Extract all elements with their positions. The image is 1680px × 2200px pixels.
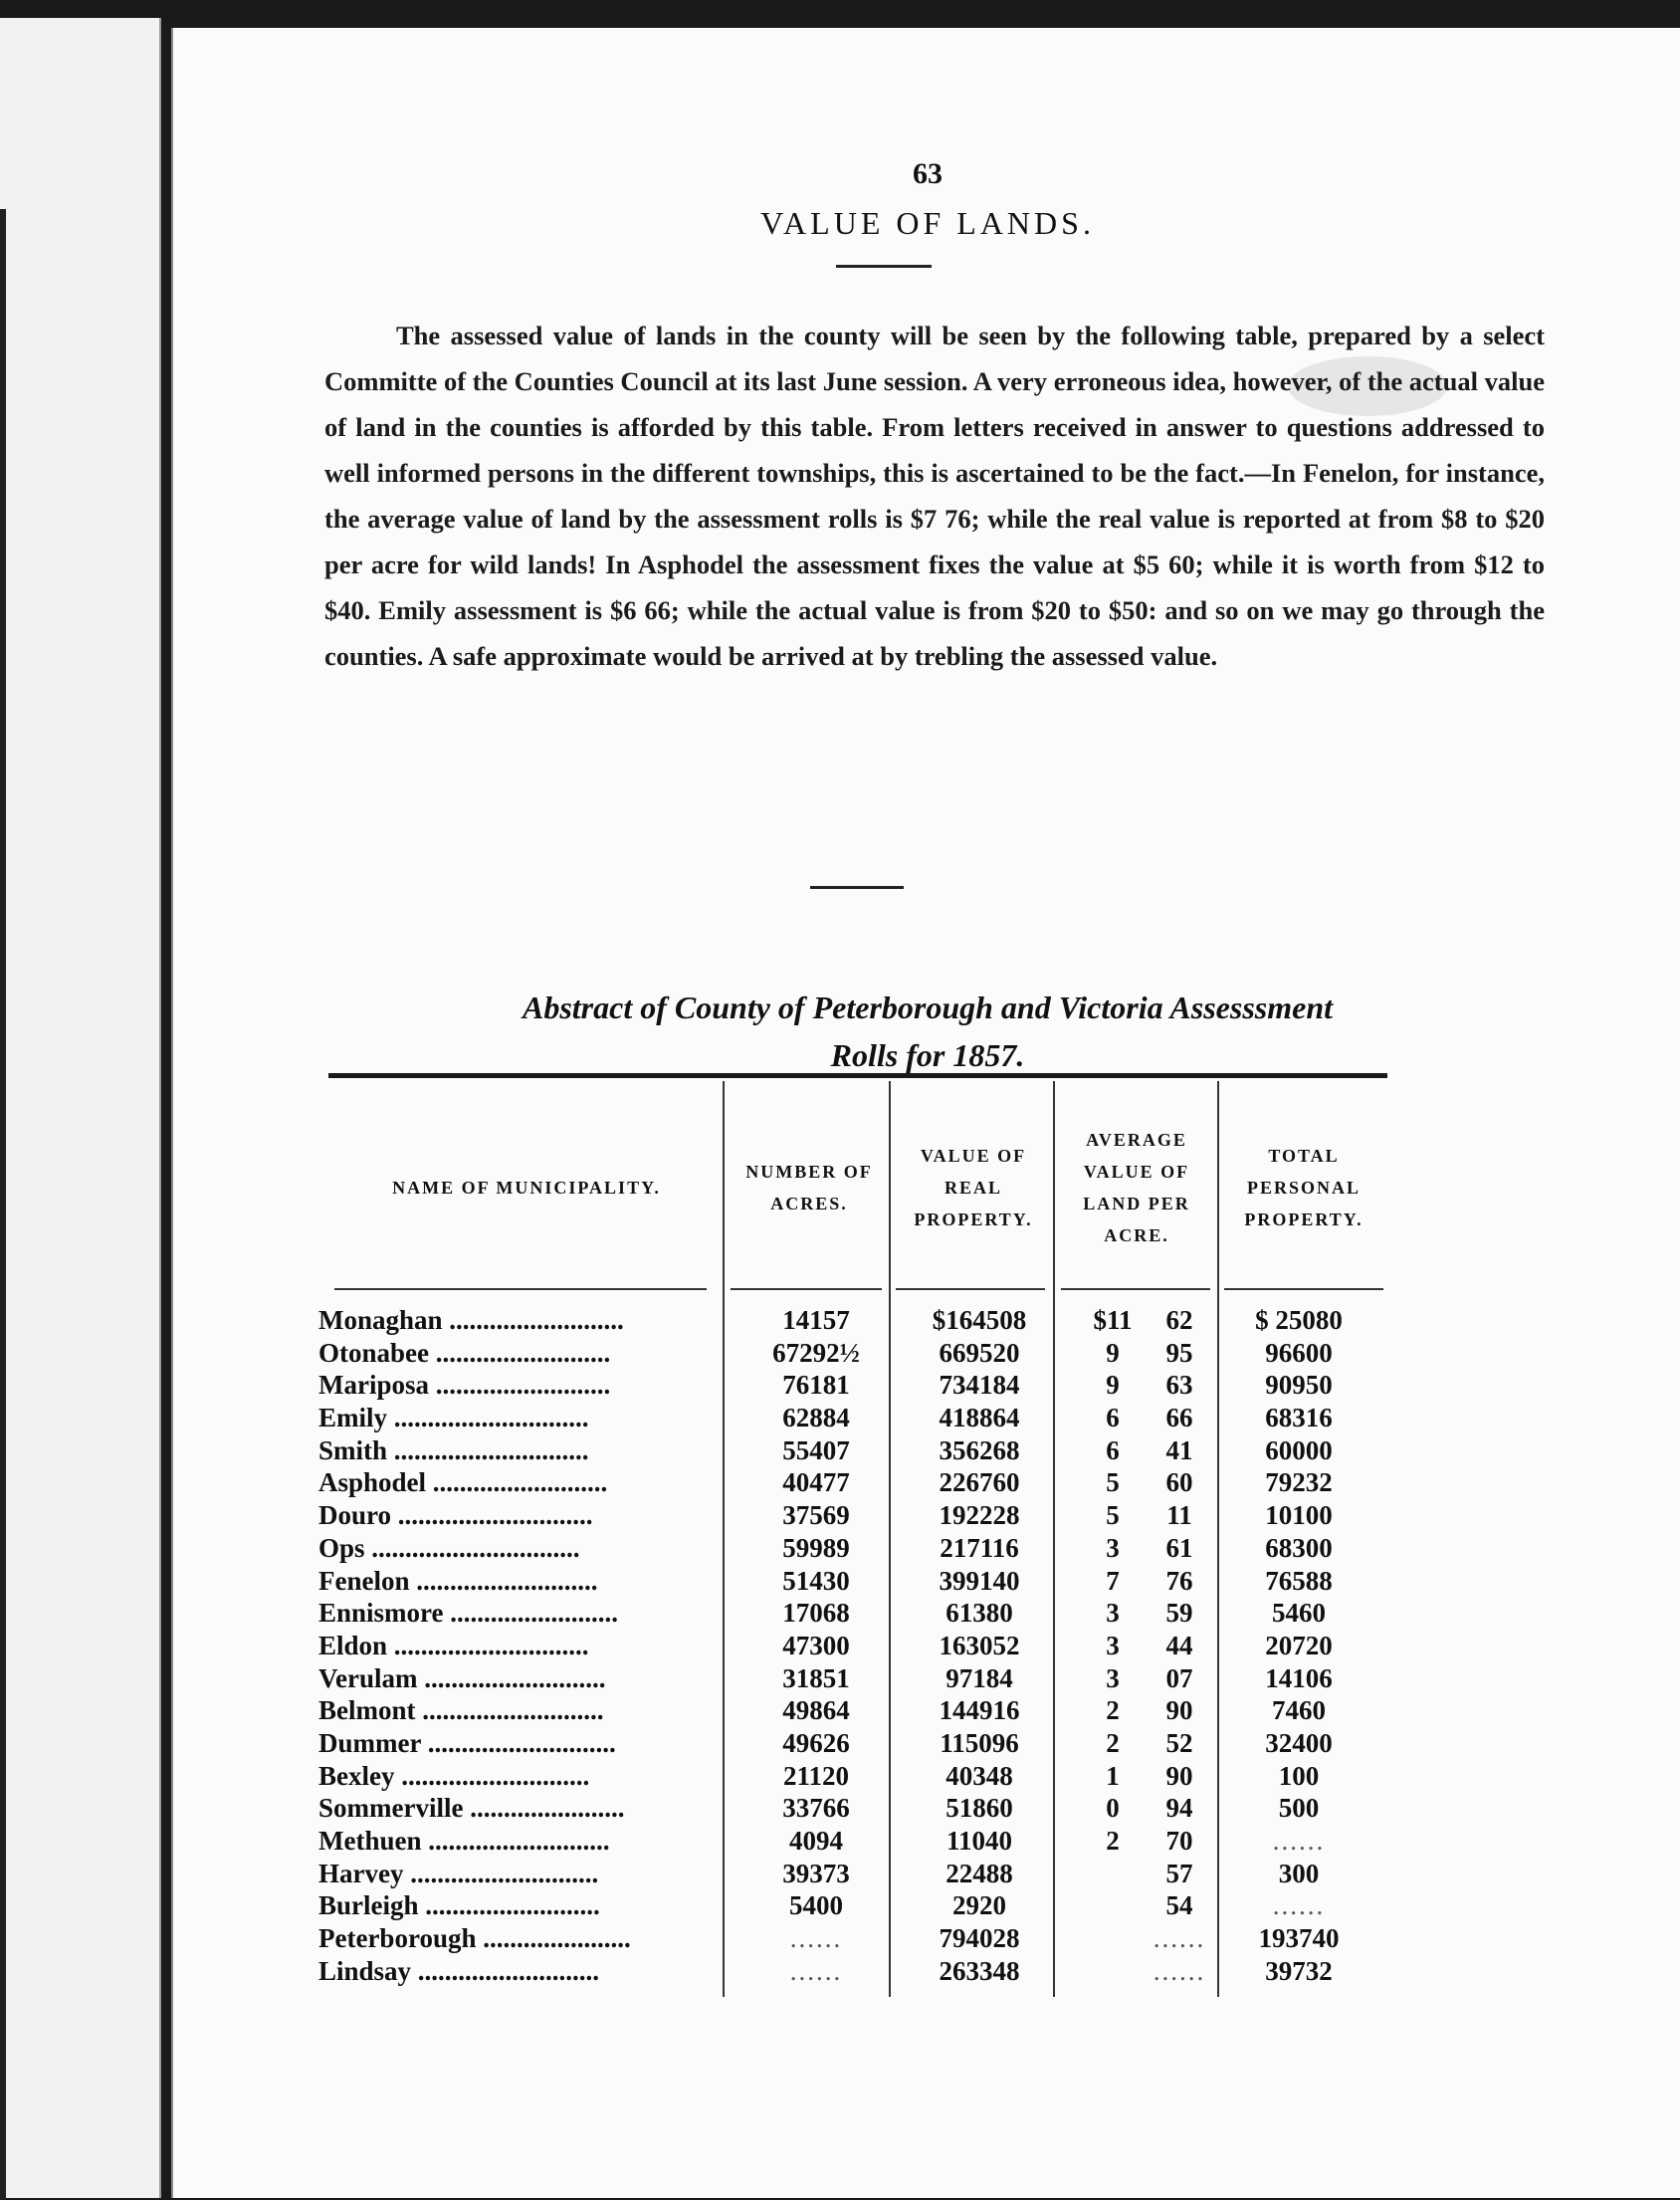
table-row: [318, 1630, 1393, 1662]
average-dollars: 9: [1106, 1337, 1120, 1368]
real-property-value: $164508: [932, 1305, 1027, 1335]
average-cents: 94: [1165, 1793, 1193, 1824]
acres-value: 31851: [782, 1662, 850, 1693]
acres-value: 67292½: [772, 1337, 860, 1368]
intro-paragraph: The assessed value of lands in the county will be seen by the following table, prepared by a select Committe of the Counties Council at its last June session. A very erroneous idea, however, of the actual value of land in the counties is afforded by this table. From letters received in answer to questions addressed to well informed persons in the different townships, this is ascertained to be the fact.—In Fenelon, for instance, the average value of land by the assessment rolls is $7 76; while the real value is reported at from $8 to $20 per acre for wild lands! In Asphodel the assessment fixes the value at $5 60; while it is worth from $12 to $40. Emily assessment is $6 66; while the actual value is from $20 to $50: and so on we may go through the counties. A safe approximate would be arrived at by trebling the assessed value.: [324, 321, 1545, 671]
acres-value: 62884: [782, 1403, 850, 1433]
average-cents: 95: [1165, 1337, 1193, 1368]
real-property-value: 163052: [939, 1630, 1020, 1660]
personal-property-value: 10100: [1265, 1500, 1333, 1531]
table-row: [318, 1466, 1393, 1499]
real-property-value: 669520: [939, 1337, 1020, 1368]
personal-property-value: 90950: [1265, 1370, 1333, 1401]
average-cents: 54: [1165, 1890, 1193, 1921]
column-header-personal: TOTAL PERSONAL PROPERTY.: [1244, 1146, 1364, 1229]
assessment-table-body: [318, 1304, 1393, 1987]
acres-value: ......: [789, 1923, 843, 1954]
section-divider: [810, 886, 904, 889]
average-dollars: 3: [1106, 1598, 1120, 1629]
real-property-value: 51860: [945, 1793, 1013, 1824]
personal-property-value: 96600: [1265, 1337, 1333, 1368]
average-dollars: 2: [1106, 1826, 1120, 1856]
acres-value: 33766: [782, 1793, 850, 1824]
municipality-name: Otonabee ..........................: [318, 1337, 611, 1368]
table-row: [318, 1694, 1393, 1727]
municipality-name: Asphodel ..........................: [318, 1467, 608, 1498]
header-underline: [1224, 1288, 1383, 1290]
average-dollars: 2: [1106, 1695, 1120, 1726]
municipality-name: Burleigh ..........................: [318, 1890, 600, 1921]
acres-value: 39373: [782, 1858, 850, 1888]
municipality-name: Belmont ...........................: [318, 1695, 604, 1726]
real-property-value: 356268: [939, 1434, 1020, 1465]
header-underline: [896, 1288, 1045, 1290]
average-dollars: 5: [1106, 1467, 1120, 1498]
acres-value: 49626: [782, 1727, 850, 1758]
average-cents: 07: [1165, 1662, 1193, 1693]
average-cents: 57: [1165, 1858, 1193, 1888]
average-dollars: 3: [1106, 1630, 1120, 1660]
average-dollars: 1: [1106, 1760, 1120, 1791]
acres-value: 21120: [782, 1760, 849, 1791]
average-cents: 61: [1165, 1532, 1193, 1563]
header-underline: [1061, 1288, 1210, 1290]
table-row: [318, 1662, 1393, 1695]
real-property-value: 399140: [939, 1565, 1020, 1596]
municipality-name: Sommerville .......................: [318, 1793, 625, 1824]
personal-property-value: 79232: [1265, 1467, 1333, 1498]
real-property-value: 115096: [940, 1727, 1019, 1758]
average-dollars: $11: [1093, 1305, 1133, 1335]
table-row: [318, 1532, 1393, 1565]
acres-value: 4094: [789, 1826, 843, 1856]
acres-value: ......: [789, 1955, 843, 1986]
average-cents: 70: [1165, 1826, 1193, 1856]
municipality-name: Harvey ............................: [318, 1858, 599, 1888]
average-cents: 76: [1165, 1565, 1193, 1596]
average-cents: 44: [1165, 1630, 1193, 1660]
table-row: [318, 1955, 1393, 1988]
average-cents: 90: [1165, 1760, 1193, 1791]
municipality-name: Peterborough ......................: [318, 1923, 631, 1954]
municipality-name: Ops ...............................: [318, 1532, 580, 1563]
acres-value: 40477: [782, 1467, 850, 1498]
personal-property-value: 5460: [1272, 1598, 1326, 1629]
table-row: [318, 1434, 1393, 1467]
acres-value: 59989: [782, 1532, 850, 1563]
column-header-average: AVERAGE VALUE OF LAND PER ACRE.: [1083, 1130, 1190, 1245]
average-dollars: 9: [1106, 1370, 1120, 1401]
personal-property-value: ......: [1272, 1890, 1326, 1921]
acres-value: 49864: [782, 1695, 850, 1726]
municipality-name: Methuen ...........................: [318, 1826, 610, 1856]
table-row: [318, 1760, 1393, 1793]
average-dollars: 5: [1106, 1500, 1120, 1531]
personal-property-value: 300: [1278, 1858, 1320, 1888]
facing-page-edge: [0, 18, 161, 2198]
personal-property-value: 68300: [1265, 1532, 1333, 1563]
municipality-name: Emily .............................: [318, 1403, 589, 1433]
average-dollars: 7: [1106, 1565, 1120, 1596]
average-cents: 41: [1165, 1434, 1193, 1465]
header-underline: [334, 1288, 707, 1290]
table-title-line-1: Abstract of County of Peterborough and Victoria Assesssment: [522, 990, 1334, 1025]
average-cents: 11: [1166, 1500, 1192, 1531]
table-title-line-2: Rolls for 1857.: [830, 1037, 1025, 1073]
real-property-value: 144916: [939, 1695, 1020, 1726]
real-property-value: 192228: [939, 1500, 1020, 1531]
personal-property-value: 68316: [1265, 1403, 1333, 1433]
municipality-name: Eldon .............................: [318, 1630, 589, 1660]
real-property-value: 97184: [945, 1662, 1013, 1693]
personal-property-value: 14106: [1265, 1662, 1333, 1693]
acres-value: 47300: [782, 1630, 850, 1660]
real-property-value: 418864: [939, 1403, 1020, 1433]
heading-divider: [836, 265, 932, 268]
personal-property-value: ......: [1272, 1826, 1326, 1856]
table-row: [318, 1597, 1393, 1630]
table-row: [318, 1337, 1393, 1370]
average-cents: 66: [1165, 1403, 1193, 1433]
real-property-value: 2920: [952, 1890, 1006, 1921]
table-row: [318, 1499, 1393, 1532]
personal-property-value: 39732: [1265, 1955, 1333, 1986]
table-row: [318, 1565, 1393, 1598]
personal-property-value: 100: [1278, 1760, 1320, 1791]
average-dollars: 6: [1106, 1434, 1120, 1465]
average-cents: 90: [1165, 1695, 1193, 1726]
average-cents: 62: [1165, 1305, 1193, 1335]
municipality-name: Ennismore .........................: [318, 1598, 619, 1629]
personal-property-value: 193740: [1258, 1923, 1340, 1954]
personal-property-value: 7460: [1272, 1695, 1326, 1726]
real-property-value: 61380: [945, 1598, 1013, 1629]
acres-value: 76181: [782, 1370, 850, 1401]
acres-value: 17068: [782, 1598, 850, 1629]
book-binding-edge: [0, 209, 6, 2200]
column-header-acres: NUMBER OF ACRES.: [745, 1162, 873, 1213]
real-property-value: 22488: [945, 1858, 1013, 1888]
header-underline: [731, 1288, 882, 1290]
personal-property-value: 32400: [1265, 1727, 1333, 1758]
acres-value: 5400: [789, 1890, 843, 1921]
personal-property-value: 76588: [1265, 1565, 1333, 1596]
table-row: [318, 1792, 1393, 1825]
average-dollars: 2: [1106, 1727, 1120, 1758]
average-cents: 63: [1165, 1370, 1193, 1401]
average-cents: ......: [1153, 1955, 1206, 1986]
real-property-value: 11040: [945, 1826, 1012, 1856]
average-cents: 52: [1165, 1727, 1193, 1758]
real-property-value: 226760: [939, 1467, 1020, 1498]
table-row: [318, 1889, 1393, 1922]
acres-value: 55407: [782, 1434, 850, 1465]
column-header-value: VALUE OF REAL PROPERTY.: [914, 1146, 1033, 1229]
table-row: [318, 1402, 1393, 1434]
acres-value: 14157: [782, 1305, 850, 1335]
table-row: [318, 1727, 1393, 1760]
page-heading: VALUE OF LANDS.: [760, 205, 1095, 241]
table-row: [318, 1369, 1393, 1402]
acres-value: 37569: [782, 1500, 850, 1531]
personal-property-value: $ 25080: [1255, 1305, 1343, 1335]
municipality-name: Fenelon ...........................: [318, 1565, 598, 1596]
municipality-name: Verulam ...........................: [318, 1662, 606, 1693]
average-dollars: 6: [1106, 1403, 1120, 1433]
table-row: [318, 1922, 1393, 1955]
real-property-value: 217116: [940, 1532, 1019, 1563]
municipality-name: Douro .............................: [318, 1500, 593, 1531]
average-cents: 60: [1165, 1467, 1193, 1498]
municipality-name: Dummer ............................: [318, 1727, 616, 1758]
column-header-name: NAME OF MUNICIPALITY.: [392, 1178, 661, 1198]
table-top-rule: [328, 1073, 1387, 1078]
table-row: [318, 1858, 1393, 1890]
municipality-name: Smith .............................: [318, 1434, 589, 1465]
real-property-value: 263348: [939, 1955, 1020, 1986]
table-row: [318, 1825, 1393, 1858]
average-dollars: 3: [1106, 1662, 1120, 1693]
real-property-value: 40348: [945, 1760, 1013, 1791]
average-cents: 59: [1165, 1598, 1193, 1629]
average-cents: ......: [1153, 1923, 1206, 1954]
real-property-value: 734184: [939, 1370, 1020, 1401]
personal-property-value: 500: [1278, 1793, 1320, 1824]
municipality-name: Lindsay ...........................: [318, 1955, 600, 1986]
real-property-value: 794028: [939, 1923, 1020, 1954]
personal-property-value: 20720: [1265, 1630, 1333, 1660]
average-dollars: 0: [1106, 1793, 1120, 1824]
municipality-name: Bexley ............................: [318, 1760, 590, 1791]
table-row: [318, 1304, 1393, 1337]
municipality-name: Mariposa ..........................: [318, 1370, 611, 1401]
personal-property-value: 60000: [1265, 1434, 1333, 1465]
table-title: [173, 984, 1680, 1079]
municipality-name: Monaghan ..........................: [318, 1305, 624, 1335]
acres-value: 51430: [782, 1565, 850, 1596]
average-dollars: 3: [1106, 1532, 1120, 1563]
page-number: 63: [913, 157, 943, 190]
